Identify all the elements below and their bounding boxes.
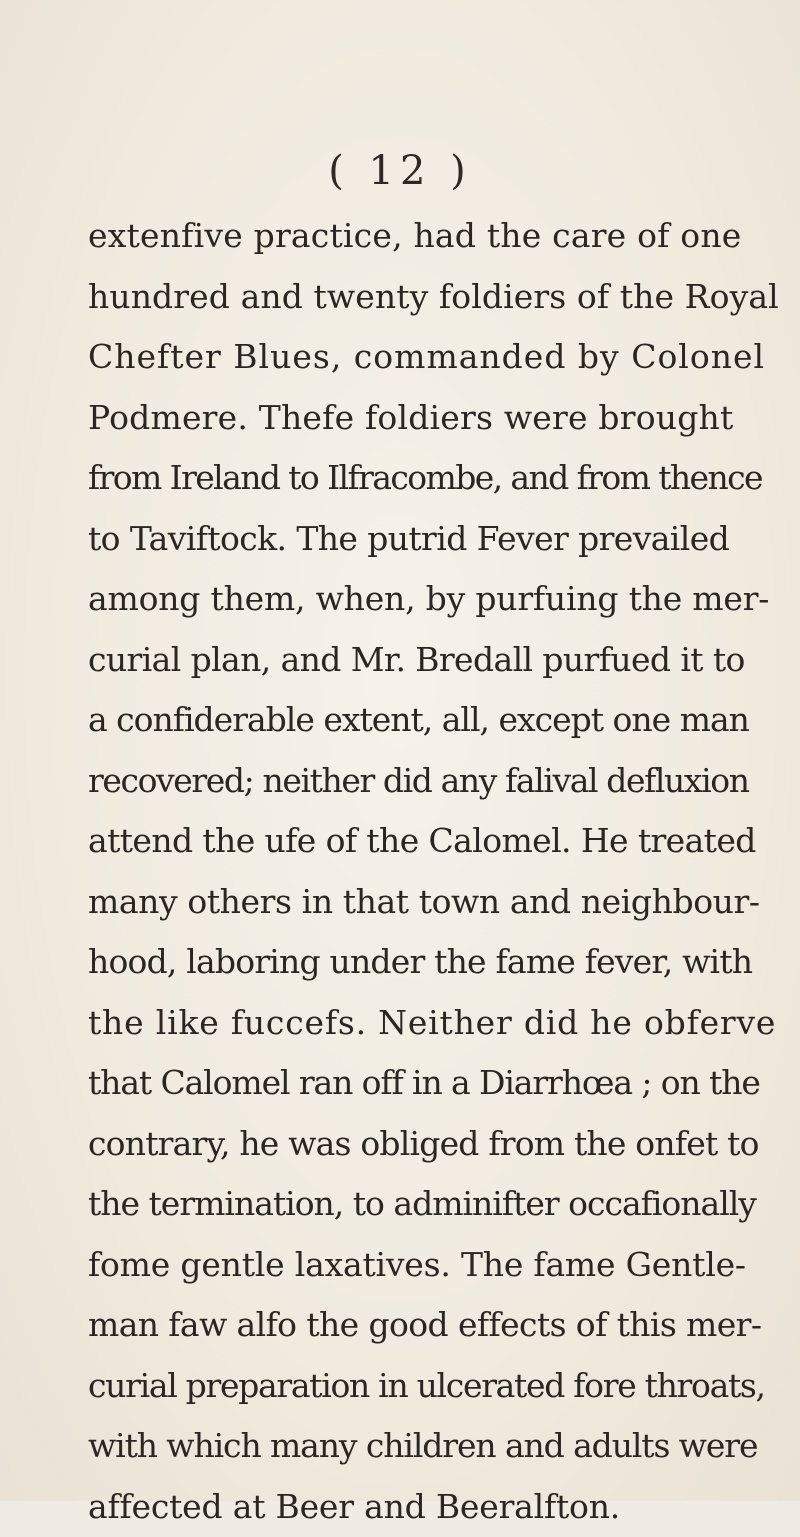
text-line: hood, laboring under the fame fever, with — [88, 932, 748, 993]
text-line: curial plan, and Mr. Bredall purfued it to — [88, 630, 748, 691]
text-line: the termination, to adminifter occafionally — [88, 1174, 748, 1235]
text-line: to Taviftock. The putrid Fever prevailed — [88, 509, 748, 570]
text-line: among them, when, by purfuing the mer- — [88, 569, 748, 630]
text-line: extenfive practice, had the care of one — [88, 206, 748, 267]
text-line: attend the ufe of the Calomel. He treated — [88, 811, 748, 872]
text-line: from Ireland to Ilfracombe, and from thence — [88, 448, 748, 509]
body-text — [88, 206, 748, 1537]
text-line: man faw alfo the good effects of this mer- — [88, 1295, 748, 1356]
text-line: Podmere. Thefe foldiers were brought — [88, 388, 748, 449]
text-line: the like fuccefs. Neither did he obferve — [88, 993, 748, 1054]
text-line: with which many children and adults were — [88, 1416, 748, 1477]
text-line: that Calomel ran off in a Diarrhœa ; on the — [88, 1053, 748, 1114]
page-number: ( 12 ) — [0, 148, 800, 194]
text-line: affected at Beer and Beeralfton. — [88, 1477, 748, 1537]
text-line: contrary, he was obliged from the onfet to — [88, 1114, 748, 1175]
text-line: a confiderable extent, all, except one man — [88, 690, 748, 751]
text-line: curial preparation in ulcerated fore throats, — [88, 1356, 748, 1417]
text-line: recovered; neither did any falival defluxion — [88, 751, 748, 812]
text-line: fome gentle laxatives. The fame Gentle- — [88, 1235, 748, 1296]
text-line: hundred and twenty foldiers of the Royal — [88, 267, 748, 328]
text-line: Chefter Blues, commanded by Colonel — [88, 327, 748, 388]
text-line: many others in that town and neighbour- — [88, 872, 748, 933]
